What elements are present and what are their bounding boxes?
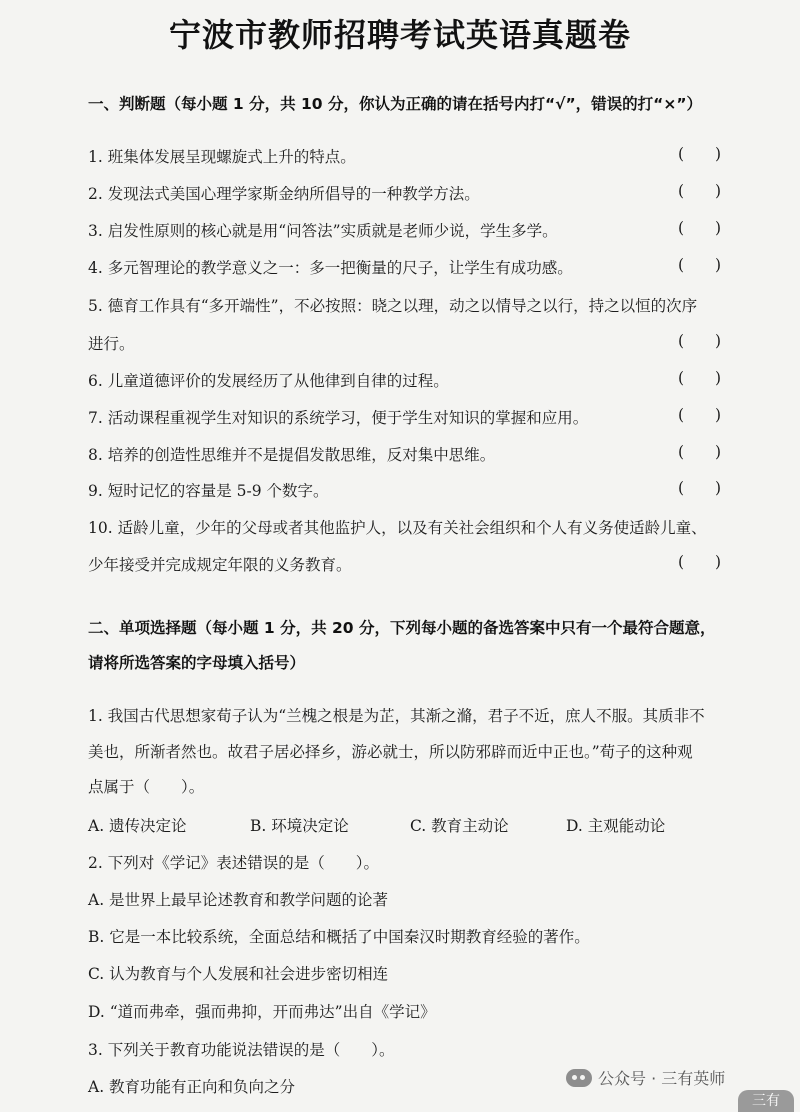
tf-item-10: 10. 适龄儿童，少年的父母或者其他监护人，以及有关社会组织和个人有义务使适龄儿童、 xyxy=(88,519,707,537)
watermark-badge: 三有 xyxy=(738,1090,794,1112)
mc-q3: 3. 下列关于教育功能说法错误的是（ ）。 xyxy=(88,1041,395,1059)
tf-item-3: 3. 启发性原则的核心就是用“问答法”实质就是老师少说，学生多学。 xyxy=(88,222,558,240)
tf-item-10-cont: 少年接受并完成规定年限的义务教育。 xyxy=(88,556,352,574)
q2-option-a: A. 是世界上最早论述教育和教学问题的论著 xyxy=(88,891,389,909)
section1-header: 一、判断题（每小题 1 分，共 10 分，你认为正确的请在括号内打“√”，错误的打“×”） xyxy=(88,95,703,113)
answer-paren: ( ) xyxy=(678,479,722,497)
answer-paren: ( ) xyxy=(678,182,722,200)
q1-option-c: C. 教育主动论 xyxy=(410,817,509,835)
q1-option-d: D. 主观能动论 xyxy=(566,817,666,835)
q2-option-c: C. 认为教育与个人发展和社会进步密切相连 xyxy=(88,965,389,983)
wechat-icon xyxy=(566,1069,592,1087)
tf-item-1: 1. 班集体发展呈现螺旋式上升的特点。 xyxy=(88,148,356,166)
mc-q1-line3: 点属于（ ）。 xyxy=(88,778,205,796)
wechat-watermark xyxy=(566,1066,725,1089)
section2-header: 二、单项选择题（每小题 1 分，共 20 分，下列每小题的备选答案中只有一个最符合题意， xyxy=(88,619,716,637)
exam-title: 宁波市教师招聘考试英语真题卷 xyxy=(168,16,631,54)
answer-paren: ( ) xyxy=(678,443,722,461)
mc-q1-line1: 1. 我国古代思想家荀子认为“兰槐之根是为芷，其渐之滫，君子不近，庶人不服。其质非不 xyxy=(88,707,705,725)
answer-paren: ( ) xyxy=(678,369,722,387)
answer-paren: ( ) xyxy=(678,406,722,424)
answer-paren: ( ) xyxy=(678,553,722,571)
tf-item-5-cont: 进行。 xyxy=(88,335,135,353)
answer-paren: ( ) xyxy=(678,332,722,350)
answer-paren: ( ) xyxy=(678,145,722,163)
answer-paren: ( ) xyxy=(678,256,722,274)
q1-option-b: B. 环境决定论 xyxy=(250,817,349,835)
section2-header-cont: 请将所选答案的字母填入括号） xyxy=(88,654,306,672)
tf-item-4: 4. 多元智理论的教学意义之一：多一把衡量的尺子，让学生有成功感。 xyxy=(88,259,573,277)
tf-item-7: 7. 活动课程重视学生对知识的系统学习，便于学生对知识的掌握和应用。 xyxy=(88,409,589,427)
q2-option-d: D. “道而弗牵，强而弗抑，开而弗达”出自《学记》 xyxy=(88,1003,436,1021)
q2-option-b: B. 它是一本比较系统，全面总结和概括了中国秦汉时期教育经验的著作。 xyxy=(88,928,590,946)
watermark-text: 公众号 · 三有英师 xyxy=(598,1069,726,1088)
mc-q1-line2: 美也，所渐者然也。故君子居必择乡，游必就士，所以防邪辟而近中正也。”荀子的这种观 xyxy=(88,743,693,761)
mc-q2: 2. 下列对《学记》表述错误的是（ ）。 xyxy=(88,854,379,872)
tf-item-5: 5. 德育工作具有“多开端性”，不必按照：晓之以理，动之以情导之以行，持之以恒的次序 xyxy=(88,297,698,315)
q3-option-a: A. 教育功能有正向和负向之分 xyxy=(88,1078,296,1096)
tf-item-2: 2. 发现法式美国心理学家斯金纳所倡导的一种教学方法。 xyxy=(88,185,480,203)
tf-item-8: 8. 培养的创造性思维并不是提倡发散思维，反对集中思维。 xyxy=(88,446,496,464)
q1-option-a: A. 遗传决定论 xyxy=(88,817,187,835)
answer-paren: ( ) xyxy=(678,219,722,237)
tf-item-9: 9. 短时记忆的容量是 5-9 个数字。 xyxy=(88,482,329,500)
tf-item-6: 6. 儿童道德评价的发展经历了从他律到自律的过程。 xyxy=(88,372,449,390)
